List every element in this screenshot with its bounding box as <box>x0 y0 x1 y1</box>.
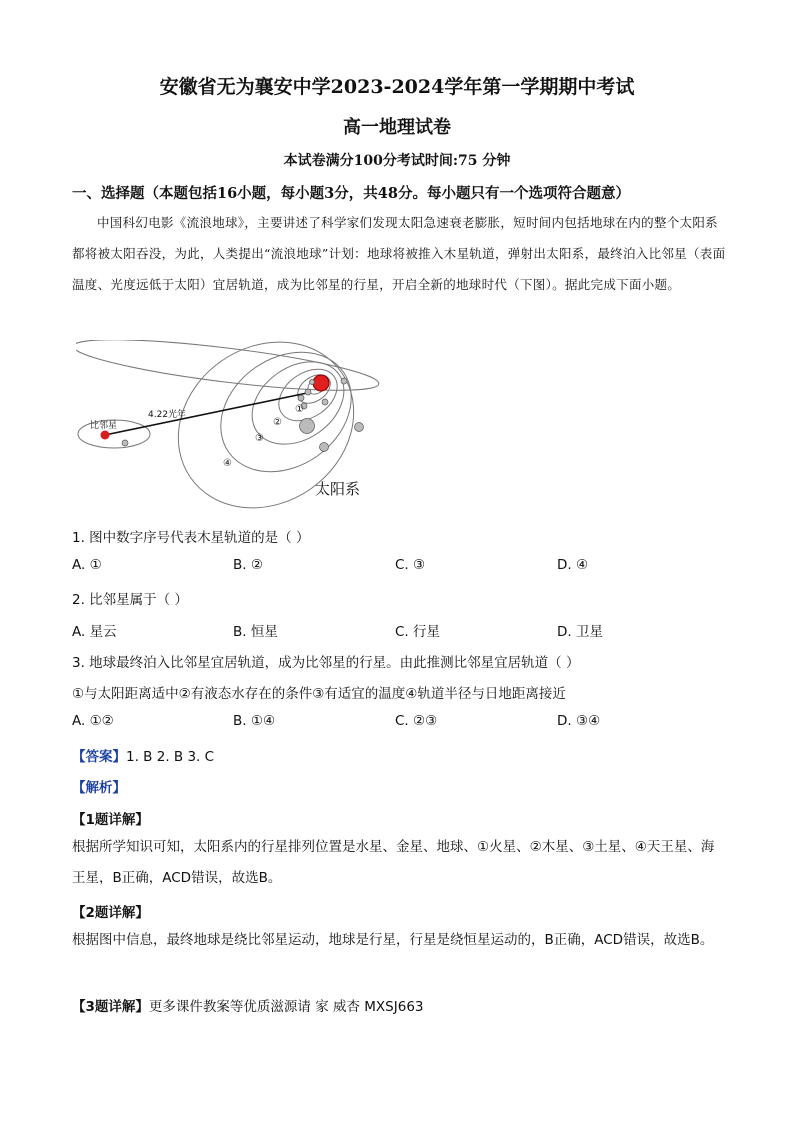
orbit-label-4: ④ <box>223 458 232 469</box>
q1-option-b: B. ② <box>233 557 263 573</box>
q2-analysis-label: 【2题详解】 <box>72 905 149 921</box>
planet-6 <box>322 399 328 405</box>
orbit-3 <box>198 340 375 496</box>
question-2-stem: 2. 比邻星属于（ ） <box>72 592 188 608</box>
orbit-label-3: ③ <box>255 433 264 444</box>
passage-text: 中国科幻电影《流浪地球》，主要讲述了科学家们发现太阳急速衰老膨胀，短时间内包括地球在内的整个太阳系都将被太阳吞没，为此，人类提出“流浪地球”计划：地球将被推入木星轨道，弹射出太阳系，最终泊入比邻星（表面温度、光度远低于太阳）宜居轨道，成为比邻星的行星，开启全新的地球时代（下图）。据此完成下面小题。 <box>72 215 726 292</box>
q1-option-c: C. ③ <box>395 557 426 573</box>
exam-title: 安徽省无为襄安中学2023-2024学年第一学期期中考试 <box>159 76 635 98</box>
q3-analysis-line <box>72 995 424 1015</box>
question-3-conditions: ①与太阳距离适中②有液态水存在的条件③有适宜的温度④轨道半径与日地距离接近 <box>72 686 566 702</box>
solar-system-label: 太阳系 <box>315 480 361 498</box>
q2-option-c: C. 行星 <box>395 624 441 640</box>
analysis-label: 【解析】 <box>72 780 126 796</box>
question-3-stem: 3. 地球最终泊入比邻星宜居轨道，成为比邻星的行星。由此推测比邻星宜居轨道（ ） <box>72 655 580 671</box>
answer-text: 1. B 2. B 3. C <box>126 749 215 765</box>
planet-inner-2 <box>305 389 311 395</box>
proxima-star <box>101 431 110 440</box>
planet-inner-1 <box>310 380 315 385</box>
distance-label: 4.22光年 <box>148 410 187 420</box>
q2-option-b: B. 恒星 <box>233 624 278 640</box>
proxima-planet <box>122 440 128 446</box>
q2-option-d: D. 卫星 <box>557 624 603 640</box>
planet-inner-3 <box>298 395 304 401</box>
orbit-label-1: ① <box>295 404 304 415</box>
solar-system-diagram <box>76 340 396 510</box>
q1-option-d: D. ④ <box>557 557 589 573</box>
q3-option-a: A. ①② <box>72 713 114 729</box>
planet-4 <box>355 423 364 432</box>
proxima-label: 比邻星 <box>90 421 118 431</box>
planet-5 <box>341 378 347 384</box>
q2-analysis-text: 根据图中信息，最终地球是绕比邻星运动，地球是行星，行星是绕恒星运动的，B正确，ACD错误，故选B。 <box>72 932 714 948</box>
answer-line <box>72 745 214 765</box>
q2-option-a: A. 星云 <box>72 624 117 640</box>
q1-analysis-label: 【1题详解】 <box>72 812 149 828</box>
q3-option-d: D. ③④ <box>557 713 601 729</box>
sun <box>313 375 329 391</box>
q3-option-b: B. ①④ <box>233 713 276 729</box>
q1-analysis-text: 根据所学知识可知，太阳系内的行星排列位置是水星、金星、地球、①火星、②木星、③土星、④天王星、海王星，B正确，ACD错误，故选B。 <box>72 839 715 886</box>
distance-line <box>105 393 307 435</box>
q1-option-a: A. ① <box>72 557 102 573</box>
exam-info: 本试卷满分100分考试时间:75 分钟 <box>283 153 511 169</box>
orbit-label-2: ② <box>273 417 282 428</box>
q3-analysis-text: 更多课件教案等优质滋源请 家 威杏 MXSJ663 <box>148 999 424 1015</box>
planet-3 <box>320 443 329 452</box>
section-heading: 一、选择题（本题包括16小题，每小题3分，共48分。每小题只有一个选项符合题意） <box>72 185 630 202</box>
question-1-stem: 1. 图中数字序号代表木星轨道的是（ ） <box>72 530 310 546</box>
answer-label: 【答案】 <box>72 749 126 765</box>
q3-analysis-label: 【3题详解】 <box>72 999 149 1015</box>
q3-option-c: C. ②③ <box>395 713 438 729</box>
exam-subtitle: 高一地理试卷 <box>343 117 451 138</box>
planet-2 <box>300 419 315 434</box>
